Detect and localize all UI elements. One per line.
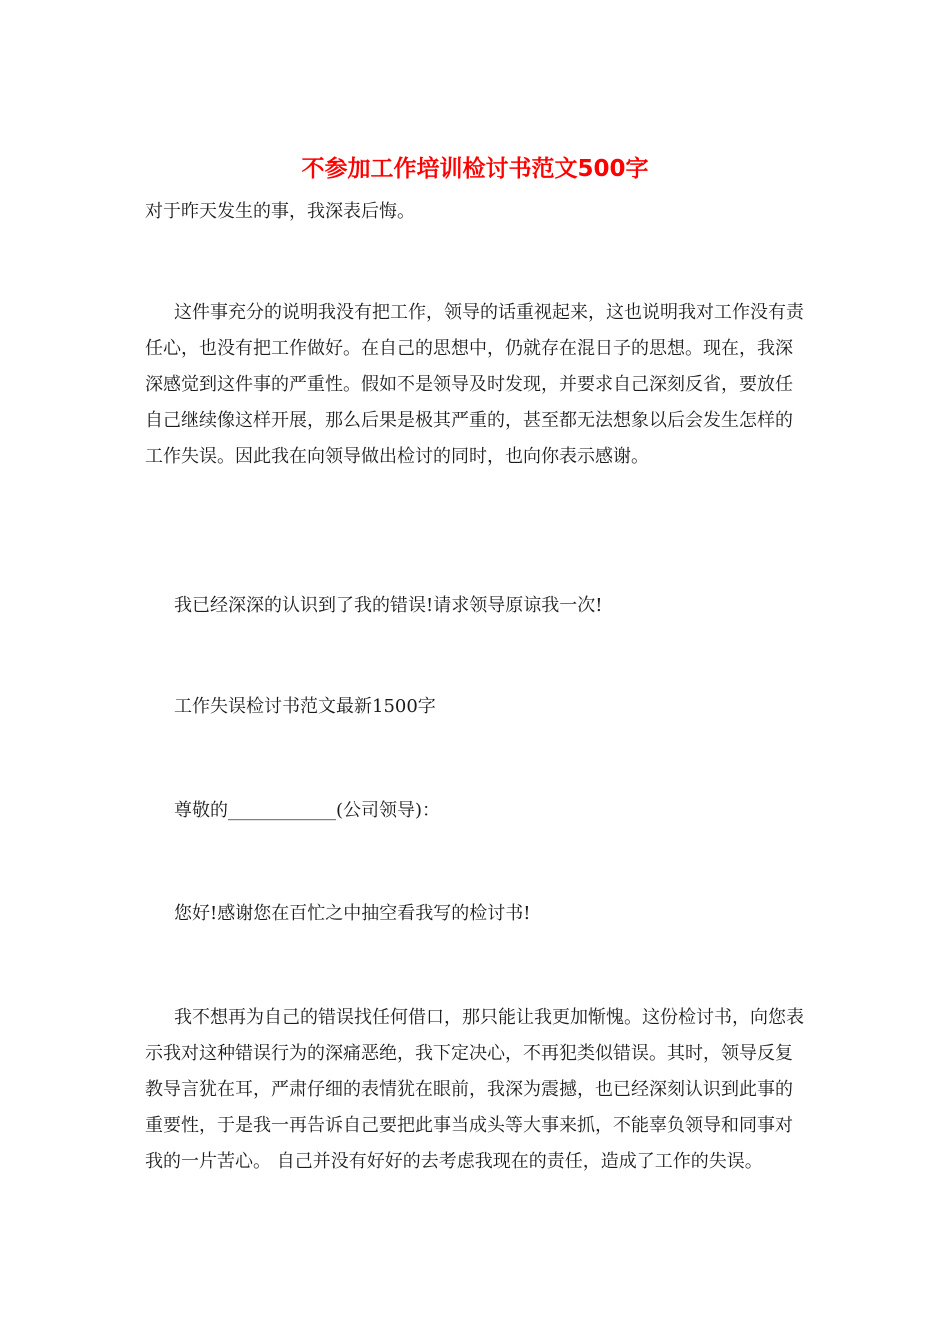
document-title: 不参加工作培训检讨书范文500字: [301, 156, 649, 182]
paragraph-commitment: 我不想再为自己的错误找任何借口，那只能让我更加惭愧。这份检讨书，向您表示我对这种错误行为的深痛恶绝，我下定决心，不再犯类似错误。其时，领导反复教导言犹在耳，严肃仔细的表情犹在眼前，我深为震撼，也已经深刻认识到此事的重要性，于是我一再告诉自己要把此事当成头等大事来抓，不能辜负领导和同事对我的一片苦心。 自己并没有好好的去考虑我现在的责任，造成了工作的失误。: [145, 1007, 804, 1172]
paragraph-greeting: 您好!感谢您在百忙之中抽空看我写的检讨书!: [174, 903, 531, 924]
paragraph-salutation: 尊敬的____________(公司领导)：: [174, 800, 441, 821]
paragraph-reflection: 这件事充分的说明我没有把工作，领导的话重视起来，这也说明我对工作没有责任心，也没有把工作做好。在自己的思想中，仍就存在混日子的思想。现在，我深深感觉到这件事的严重性。假如不是领导及时发现，并要求自己深刻反省，要放任自己继续像这样开展，那么后果是极其严重的，甚至都无法想象以后会发生怎样的工作失误。因此我在向领导做出检讨的同时，也向你表示感谢。: [145, 302, 804, 467]
paragraph-subtitle: 工作失误检讨书范文最新1500字: [174, 696, 436, 717]
paragraph-apology: 我已经深深的认识到了我的错误!请求领导原谅我一次!: [174, 595, 603, 616]
paragraph-opening: 对于昨天发生的事，我深表后悔。: [145, 201, 415, 222]
